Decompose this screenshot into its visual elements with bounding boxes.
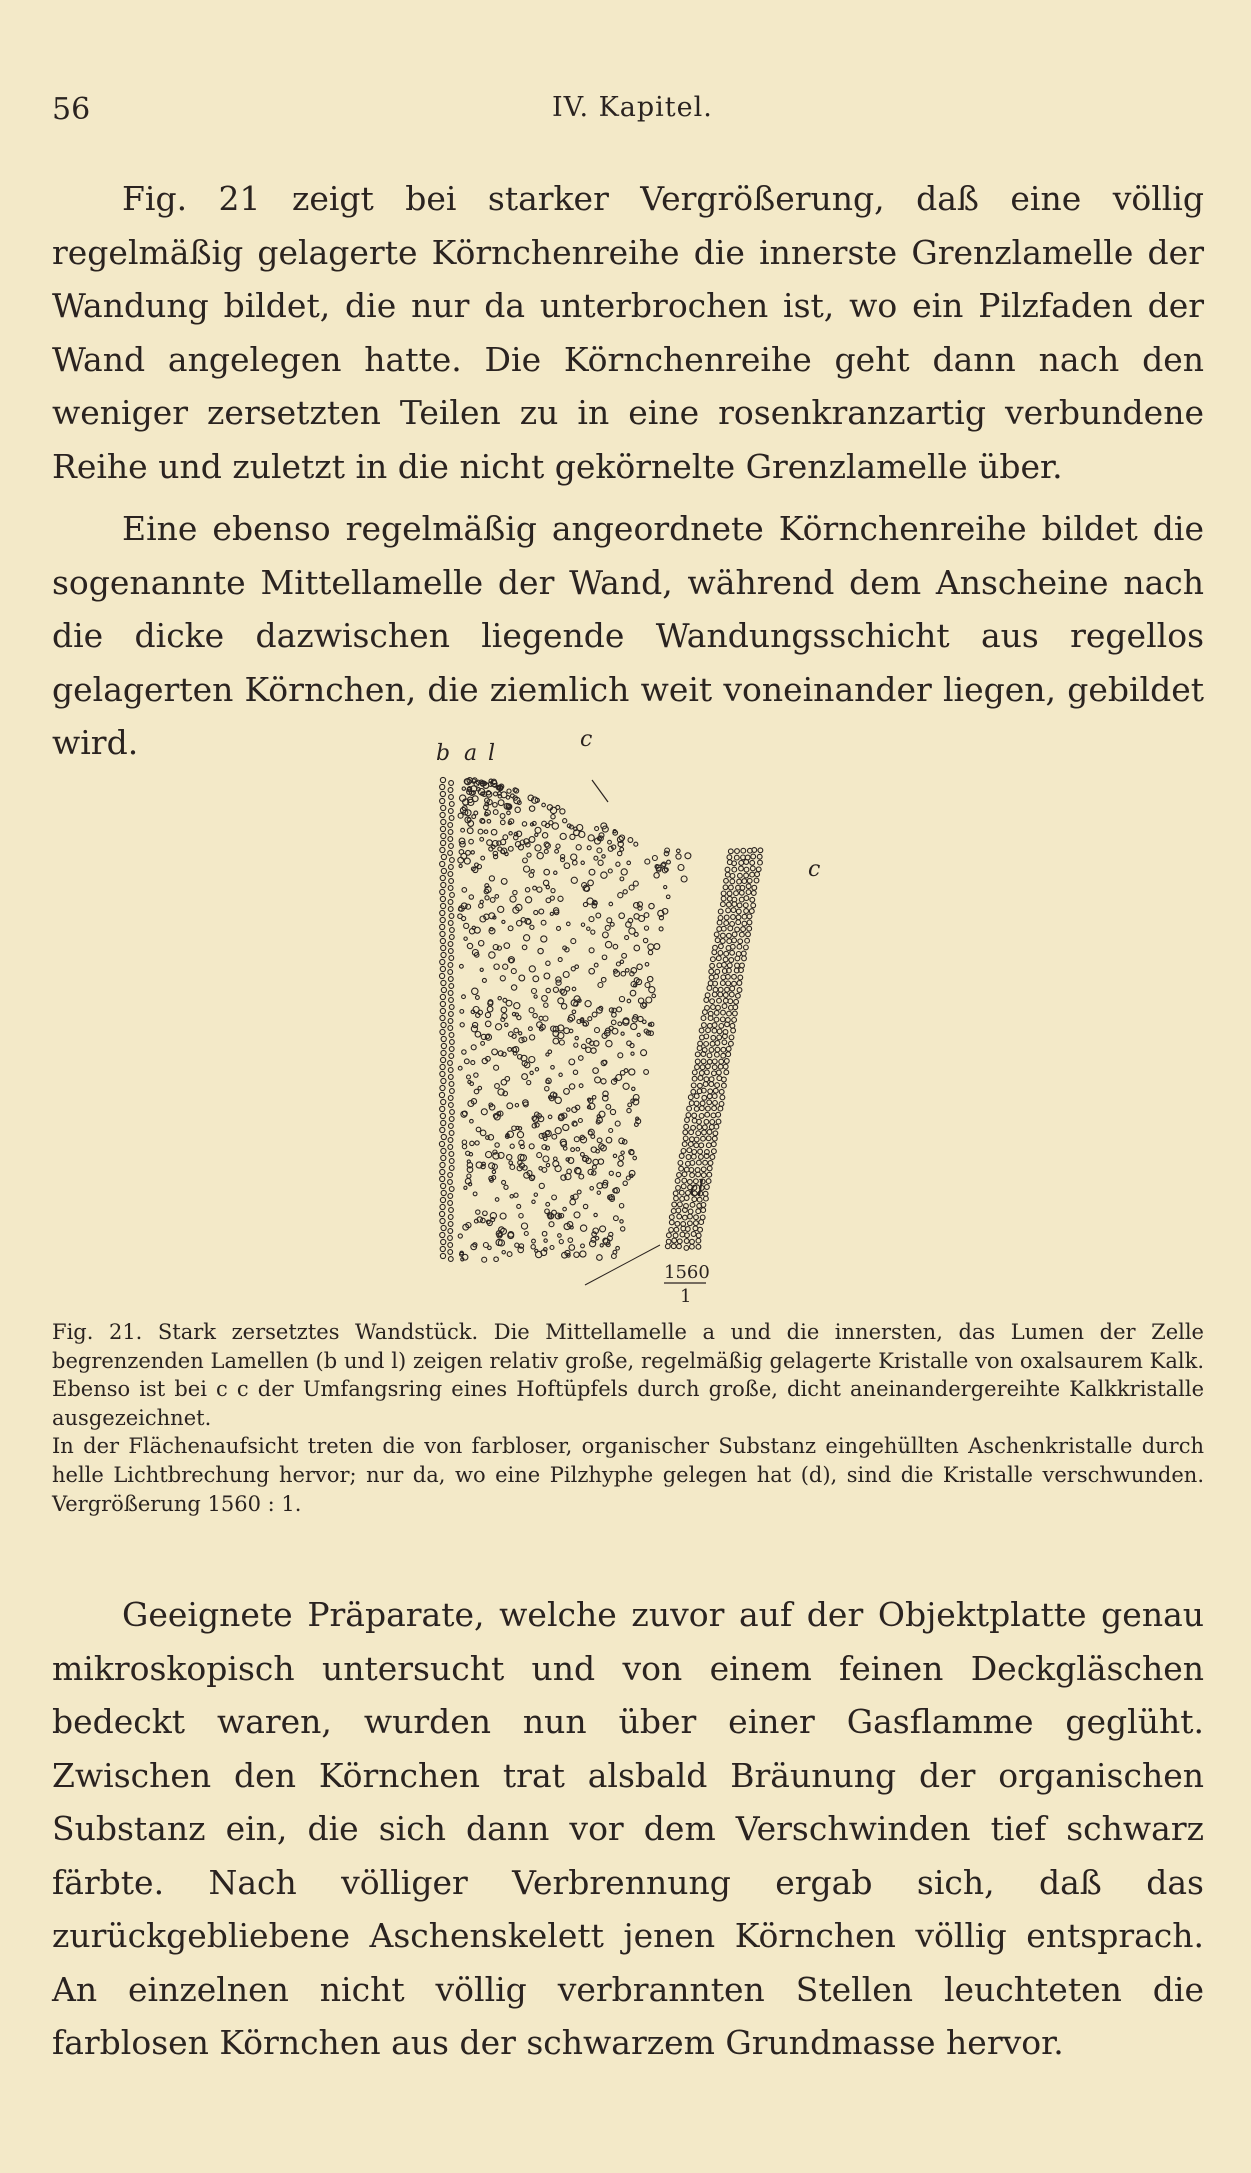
paragraph-2: Eine ebenso regelmäßig angeordnete Körnchenreihe bildet die sogenannte Mittellamelle der Wand, während dem Anscheine nach die dicke dazwischen liegende Wandungsschicht aus regellos gelagerten Körnchen, die ziemlich weit voneinander liegen, gebildet wird. xyxy=(52,509,1204,762)
running-head: IV. Kapitel. xyxy=(552,92,713,123)
label-a: a xyxy=(464,741,478,766)
figure-caption xyxy=(52,1318,1204,1518)
caption-part-1: Fig. 21. Stark zersetztes Wandstück. Die Mittellamelle a und die innersten, das Lumen der Zelle begrenzenden Lamellen (b und l) zeigen relativ große, regelmäßig gelagerte Kristalle von oxalsaurem Kalk. Ebenso ist bei c c der Umfangsring eines Hoftüpfels durch große, dicht aneinandergereihte Kalkkristalle ausgezeichnet. xyxy=(52,1320,1204,1430)
page-header xyxy=(52,92,1191,132)
caption-part-2: In der Flächenaufsicht treten die von farbloser, organischer Substanz eingehüllten Aschenkristalle durch helle Lichtbrechung hervor; nur da, wo eine Pilzhyphe gelegen hat (d), sind die Kristalle verschwunden. Vergrößerung 1560 : 1. xyxy=(52,1434,1204,1516)
label-d: d xyxy=(690,1177,705,1202)
label-l: l xyxy=(488,741,496,766)
paragraph-1: Fig. 21 zeigt bei starker Vergrößerung, daß eine völlig regelmäßig gelagerte Körnchenreihe die innerste Grenzlamelle der Wandung bildet, die nur da unterbrochen ist, wo ein Pilzfaden der Wand angelegen hatte. Die Körnchenreihe geht dann nach den weniger zersetzten Teilen zu in eine rosenkranzartig verbundene Reihe und zuletzt in die nicht gekörnelte Grenzlamelle über. xyxy=(52,179,1204,486)
wall-fragment-drawing xyxy=(430,727,850,1310)
label-c-top: c xyxy=(580,727,593,752)
label-c-right: c xyxy=(808,857,821,882)
crystal-stipple xyxy=(439,777,762,1262)
figure-21-illustration xyxy=(430,727,850,1310)
label-b: b xyxy=(436,741,451,766)
paragraph-3: Geeignete Präparate, welche zuvor auf der Objektplatte genau mikroskopisch untersucht und von einem feinen Deckgläschen bedeckt waren, wurden nun über einer Gasflamme geglüht. Zwischen den Körnchen trat alsbald Bräunung der organischen Substanz ein, die sich dann vor dem Verschwinden tief schwarz färbte. Nach völliger Verbrennung ergab sich, daß das zurückgebliebene Aschenskelett jenen Körnchen völlig entsprach. An einzelnen nicht völlig verbrannten Stellen leuchteten die farblosen Körnchen aus der schwarzem Grundmasse hervor. xyxy=(52,1595,1204,2062)
page-number: 56 xyxy=(52,92,91,127)
magnification-denominator: 1 xyxy=(680,1286,692,1307)
magnification-numerator: 1560 xyxy=(664,1262,710,1283)
